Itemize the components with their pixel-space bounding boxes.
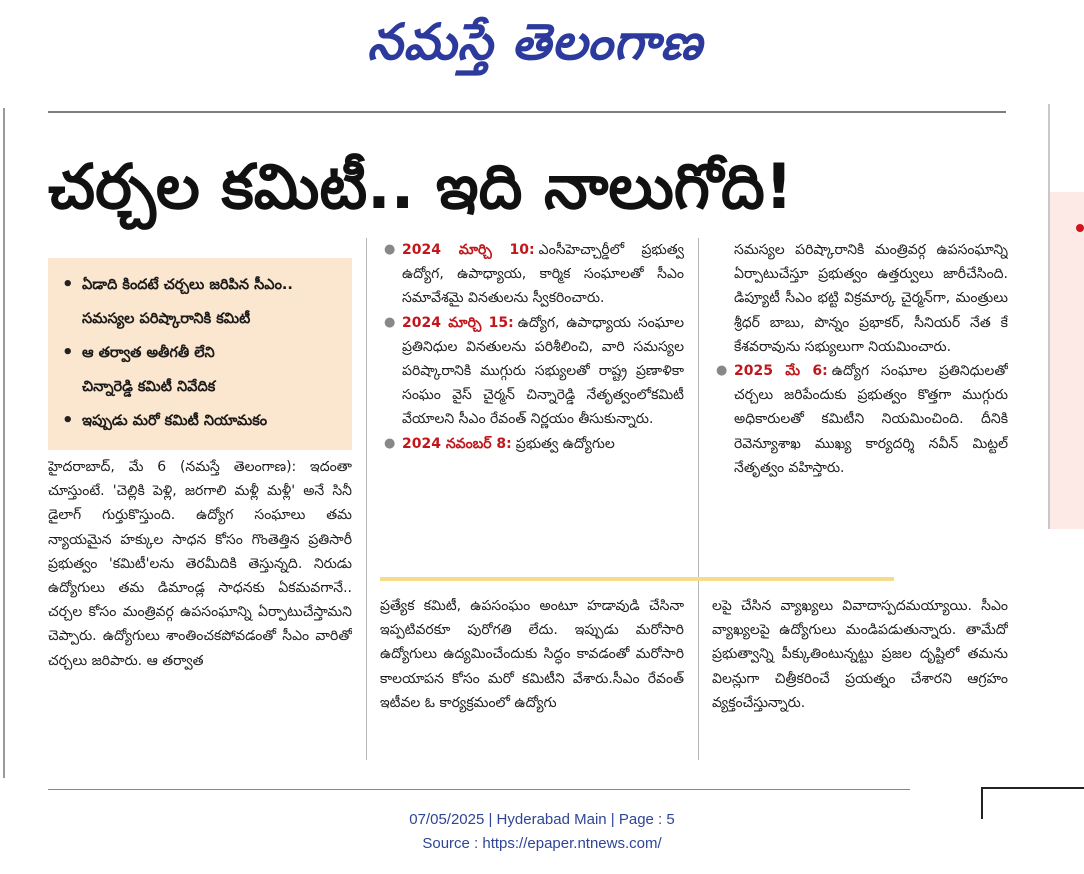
headline: చర్చల కమిటీ.. ఇది నాలుగోది! xyxy=(48,150,794,223)
column-divider xyxy=(366,238,367,760)
highlight-item: • ఇప్పుడు మరో కమిటీ నియామకం xyxy=(60,404,344,438)
bullet-icon: • xyxy=(62,410,74,431)
adjacent-highlight-box xyxy=(1050,192,1084,529)
left-edge-rule xyxy=(3,108,5,778)
bullet-icon: ● xyxy=(384,435,396,451)
bullet-icon: ● xyxy=(716,363,728,379)
column-divider xyxy=(698,238,699,760)
highlight-item: సమస్యల పరిష్కారానికి కమిటీ xyxy=(82,311,251,327)
bullet-icon: ● xyxy=(384,242,396,257)
timeline-entry: ● 2024 మార్చి 15: ఉద్యోగ, ఉపాధ్యాయ సంఘాల ప్రతినిధుల వినతులను పరిశీలించి, వారి సమస్యల పరిష్కారానికి ముగ్గురు సభ్యులతో రాష్ట్ర ప్రణాళికా సంఘం వైస్ చైర్మన్ చిన్నారెడ్డి నేతృత్వంలోకమిటీ వేయాలని సీఎం రేవంత్ నిర్ణయం తీసుకున్నారు. xyxy=(380,311,684,432)
page-footer xyxy=(0,808,1084,856)
bullet-icon: • xyxy=(62,342,74,363)
timeline-entry: ● 2024 మార్చి 10: ఎంసీహెచ్చార్డీలో ప్రభుత్వ ఉద్యోగ, ఉపాధ్యాయ, కార్మిక సంఘాలతో సీఎం సమావేశమై వినతులను స్వీకరించారు. xyxy=(380,238,684,311)
bottom-rule xyxy=(48,789,910,790)
highlights-box xyxy=(48,258,352,450)
timeline-entry: ● 2024 నవంబర్ 8: ప్రభుత్వ ఉద్యోగుల xyxy=(380,432,684,456)
bullet-icon: ● xyxy=(384,314,396,330)
highlight-item: • ఆ తర్వాత అతీగతీ లేని xyxy=(60,336,344,370)
masthead-logo: నమస్తే తెలంగాణ xyxy=(367,13,703,71)
bullet-icon: • xyxy=(62,274,74,295)
timeline-entry: ● 2025 మే 6: ఉద్యోగ సంఘాల ప్రతినిధులతో చర్చలు జరిపేందుకు ప్రభుత్వం కొత్తగా ముగ్గురు అధికారులతో కమిటీని నియమించింది. దీనికి రెవెన్యూశాఖ ముఖ్య కార్యదర్శి నవీన్ మిట్టల్ నేతృత్వం వహిస్తారు. xyxy=(712,359,1008,480)
article-continuation-1: ప్రత్యేక కమిటీ, ఉపసంఘం అంటూ హడావుడి చేసినా ఇప్పటివరకూ పురోగతి లేదు. ఇప్పుడు మరోసారి ఉద్యోగులు ఉద్యమించేందుకు సిద్ధం కావడంతో మరోసారి కాలయాపన కోసం మరో కమిటీని వేశారు.సీఎం రేవంత్ ఇటీవల ఓ కార్యక్రమంలో ఉద్యోగు xyxy=(380,598,684,711)
highlight-item: • ఏడాది కిందటే చర్చలు జరిపిన సీఎం.. xyxy=(60,268,344,302)
red-bullet-icon xyxy=(1076,224,1084,232)
timeline-column-2: సమస్యల పరిష్కారానికి మంత్రివర్గ ఉపసంఘాన్ని ఏర్పాటుచేస్తూ ప్రభుత్వం ఉత్తర్వులు జారీచేసింది. డిప్యూటీ సీఎం భట్టి విక్రమార్క చైర్మన్‌గా, మంత్రులు శ్రీధర్ బాబు, పొన్నం ప్రభాకర్, సీనియర్ నేత కే కేశవరావును సభ్యులుగా నియమించారు. ● 2025 మే 6: ఉద్యోగ సంఘాల ప్రతినిధులతో చర్చలు జరిపేందుకు ప్రభుత్వం కొత్తగా ముగ్గురు అధికారులతో కమిటీని నియమించింది. దీనికి రెవెన్యూశాఖ ముఖ్య కార్యదర్శి నవీన్ మిట్టల్ నేతృత్వం వహిస్తారు. xyxy=(712,238,1008,572)
article-continuation-2: లపై చేసిన వ్యాఖ్యలు వివాదాస్పదమయ్యాయి. సీఎం వ్యాఖ్యలపై ఉద్యోగులు మండిపడుతున్నారు. తామేదో ప్రభుత్వాన్ని పీక్కుతింటున్నట్టు ప్రజల దృష్టిలో తమను విలన్లుగా చిత్రీకరించే ప్రయత్నం చేశారని ఆగ్రహం వ్యక్తంచేస్తున్నారు. xyxy=(712,598,1008,711)
article-lead: హైదరాబాద్, మే 6 (నమస్తే తెలంగాణ): ఇదంతా చూస్తుంటే. 'చెల్లికి పెళ్లి, జరగాలి మళ్లీ మళ్లీ' అనే సినీ డైలాగ్ గుర్తుకొస్తుంది. ఉద్యోగ సంఘాలు తమ న్యాయమైన హక్కుల సాధన కోసం గొంతెత్తిన ప్రతిసారీ ప్రభుత్వం 'కమిటీ'లను తెరమీదికి తెస్తున్నది. నిరుడు ఉద్యోగులు తమ డిమాండ్ల సాధనకు ఏకమవగానే.. చర్చల కోసం మంత్రివర్గ ఉపసంఘాన్ని ఏర్పాటుచేస్తామని చెప్పారు. ఉద్యోగులు శాంతించకపోవడంతో సీఎం వారితో చర్చలు జరిపారు. ఆ తర్వాత xyxy=(48,459,352,669)
highlight-item: చిన్నారెడ్డి కమిటీ నివేదిక xyxy=(82,379,216,395)
top-rule xyxy=(48,111,1006,113)
footer-source-link[interactable]: Source : https://epaper.ntnews.com/ xyxy=(422,835,662,852)
timeline-column-1 xyxy=(380,238,684,572)
adjacent-article-fragment xyxy=(1048,104,1084,529)
footer-edition-line: 07/05/2025 | Hyderabad Main | Page : 5 xyxy=(409,811,675,828)
timeline-separator xyxy=(380,577,894,581)
